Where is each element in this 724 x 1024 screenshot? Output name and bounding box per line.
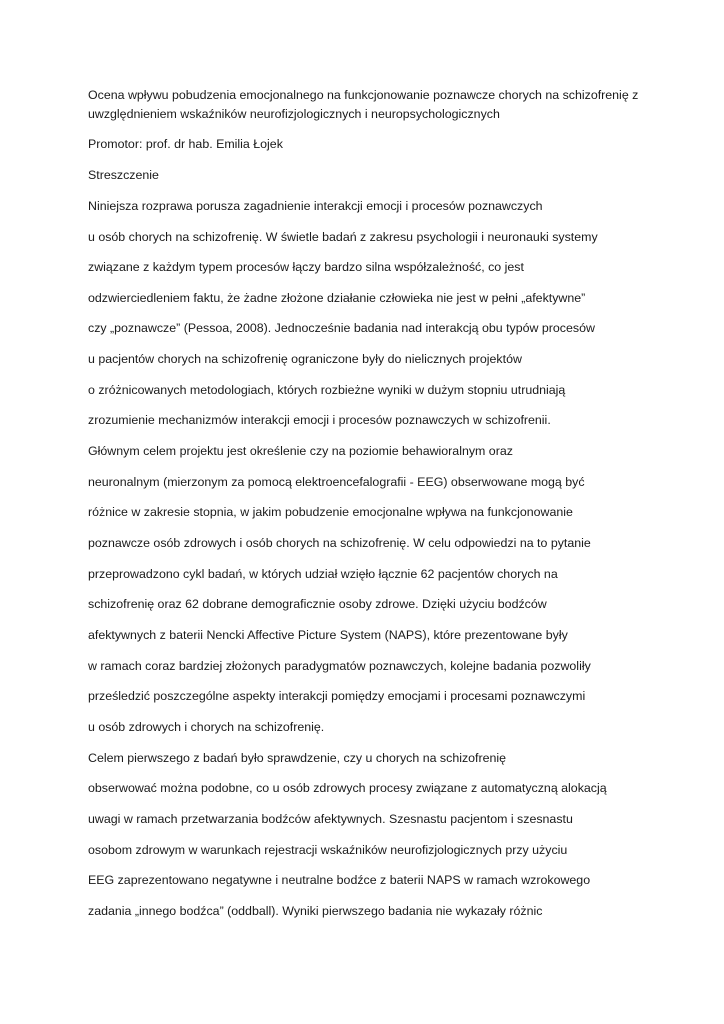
body-line: związane z każdym typem procesów łączy bardzo silna współzależność, co jest (88, 260, 524, 274)
promotor-line: Promotor: prof. dr hab. Emilia Łojek (88, 137, 283, 151)
title-line-2: uwzględnieniem wskaźników neurofizjologicznych i neuropsychologicznych (88, 107, 500, 121)
body-line: o zróżnicowanych metodologiach, których rozbieżne wyniki w dużym stopniu utrudniają (88, 383, 566, 397)
document-title (88, 86, 648, 124)
body-line: zadania „innego bodźca” (oddball). Wyniki pierwszego badania nie wykazały różnic (88, 904, 543, 918)
section-heading: Streszczenie (88, 168, 159, 182)
body-line: uwagi w ramach przetwarzania bodźców afektywnych. Szesnastu pacjentom i szesnastu (88, 812, 573, 826)
body-line: czy „poznawcze” (Pessoa, 2008). Jednocześnie badania nad interakcją obu typów procesów (88, 321, 595, 335)
body-line: zrozumienie mechanizmów interakcji emocji i procesów poznawczych w schizofrenii. (88, 413, 551, 427)
body-line: Głównym celem projektu jest określenie czy na poziomie behawioralnym oraz (88, 444, 513, 458)
body-line: schizofrenię oraz 62 dobrane demograficznie osoby zdrowe. Dzięki użyciu bodźców (88, 597, 547, 611)
body-line: u osób zdrowych i chorych na schizofrenię. (88, 720, 325, 734)
body-line: afektywnych z baterii Nencki Affective Picture System (NAPS), które prezentowane były (88, 628, 568, 642)
body-line: osobom zdrowym w warunkach rejestracji wskaźników neurofizjologicznych przy użyciu (88, 843, 568, 857)
body-line: Niniejsza rozprawa porusza zagadnienie interakcji emocji i procesów poznawczych (88, 199, 543, 213)
title-line-1: Ocena wpływu pobudzenia emocjonalnego na funkcjonowanie poznawcze chorych na schizofrenię z (88, 88, 639, 102)
body-line: neuronalnym (mierzonym za pomocą elektroencefalografii - EEG) obserwowane mogą być (88, 475, 585, 489)
body-line: Celem pierwszego z badań było sprawdzenie, czy u chorych na schizofrenię (88, 751, 507, 765)
body-line: EEG zaprezentowano negatywne i neutralne bodźce z baterii NAPS w ramach wzrokowego (88, 873, 591, 887)
body-line: u pacjentów chorych na schizofrenię ograniczone były do nielicznych projektów (88, 352, 522, 366)
body-line: w ramach coraz bardziej złożonych paradygmatów poznawczych, kolejne badania pozwoliły (88, 659, 591, 673)
body-line: odzwierciedleniem faktu, że żadne złożone działanie człowieka nie jest w pełni „afektywne” (88, 291, 586, 305)
body-line: u osób chorych na schizofrenię. W świetle badań z zakresu psychologii i neuronauki systemy (88, 230, 598, 244)
body-line: poznawcze osób zdrowych i osób chorych na schizofrenię. W celu odpowiedzi na to pytanie (88, 536, 591, 550)
body-line: obserwować można podobne, co u osób zdrowych procesy związane z automatyczną alokacją (88, 781, 607, 795)
body-line: różnice w zakresie stopnia, w jakim pobudzenie emocjonalne wpływa na funkcjonowanie (88, 505, 573, 519)
body-line: prześledzić poszczególne aspekty interakcji pomiędzy emocjami i procesami poznawczymi (88, 689, 586, 703)
body-line: przeprowadzono cykl badań, w których udział wzięło łącznie 62 pacjentów chorych na (88, 567, 558, 581)
